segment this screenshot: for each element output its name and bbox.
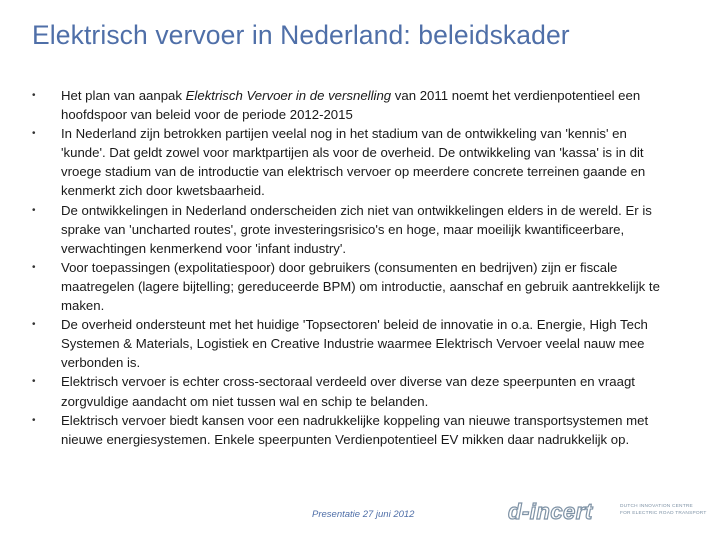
bullet-text: De ontwikkelingen in Nederland onderscheiden zich niet van ontwikkelingen elders in de wereld. Er is sprake van 'uncharted routes', grote investeringsrisico's en hoge, maar moeilijk kwantificeerbare, verwachtingen kenmerkend voor 'infant industry'. — [61, 202, 652, 256]
bullet-icon: • — [32, 261, 36, 273]
logo-caption-line: DUTCH INNOVATION CENTRE — [620, 504, 693, 509]
bullet-text: In Nederland zijn betrokken partijen veelal nog in het stadium van de ontwikkeling van 'kennis' en 'kunde'. Dat geldt zowel voor marktpartijen als voor de overheid. De ontwikkeling van 'kassa' is in dit vroege stadium van de introductie van elektrisch vervoer op meerdere concrete terreinen gaande en kenmerkt zich door kwetsbaarheid. — [61, 126, 646, 199]
bullet-emphasis: Elektrisch Vervoer in de versnelling — [185, 88, 392, 103]
bullet-item — [32, 86, 672, 124]
bullet-text: De overheid ondersteunt met het huidige 'Topsectoren' beleid de innovatie in o.a. Energie, High Tech Systemen & Materials, Logistiek en Creative Industrie waarmee Elektrisch Vervoer veelal nauw mee verbonden is. — [61, 317, 648, 371]
bullet-list — [32, 86, 672, 449]
dincert-logo: d-incert — [508, 499, 593, 524]
bullet-icon: • — [32, 90, 36, 101]
logo-caption-line: FOR ELECTRIC ROAD TRANSPORT — [620, 510, 707, 516]
bullet-text: Voor toepassingen (expolitatiespoor) door gebruikers (consumenten en bedrijven) zijn er fiscale maatregelen (lagere bijtelling; gereduceerde BPM) om introductie, aanschaf en gebruik aantrekkelijk te maken. — [61, 259, 660, 314]
bullet-item — [32, 201, 672, 258]
logo-caption — [620, 504, 707, 517]
bullet-item — [32, 372, 672, 410]
bullet-text: Het plan van aanpak — [61, 88, 186, 103]
bullet-item — [32, 258, 672, 315]
bullet-item — [32, 124, 672, 200]
bullet-icon: • — [32, 319, 36, 331]
bullet-text: Elektrisch vervoer biedt kansen voor een nadrukkelijke koppeling van nieuwe transportsystemen met nieuwe energiesystemen. Enkele speerpunten Verdienpotentieel EV mikken daar nadrukkelijk op. — [61, 412, 649, 447]
bullet-item — [32, 315, 672, 372]
bullet-text: Elektrisch vervoer is echter cross-sectoraal verdeeld over diverse van deze speerpunten en vraagt zorgvuldige aandacht om niet tussen wal en schip te belanden. — [61, 374, 635, 409]
bullet-icon: • — [32, 204, 36, 216]
bullet-icon: • — [32, 414, 36, 426]
bullet-text-end: van 2011 noemt het verdienpotentieel een hoofdspoor van beleid voor de periode 2012-2015 — [61, 88, 641, 123]
bullet-icon: • — [32, 376, 36, 388]
slide-title: Elektrisch vervoer in Nederland: beleidskader — [32, 20, 570, 50]
bullet-icon: • — [32, 128, 36, 140]
bullet-item — [32, 411, 672, 449]
footer-date: Presentatie 27 juni 2012 — [312, 509, 415, 520]
